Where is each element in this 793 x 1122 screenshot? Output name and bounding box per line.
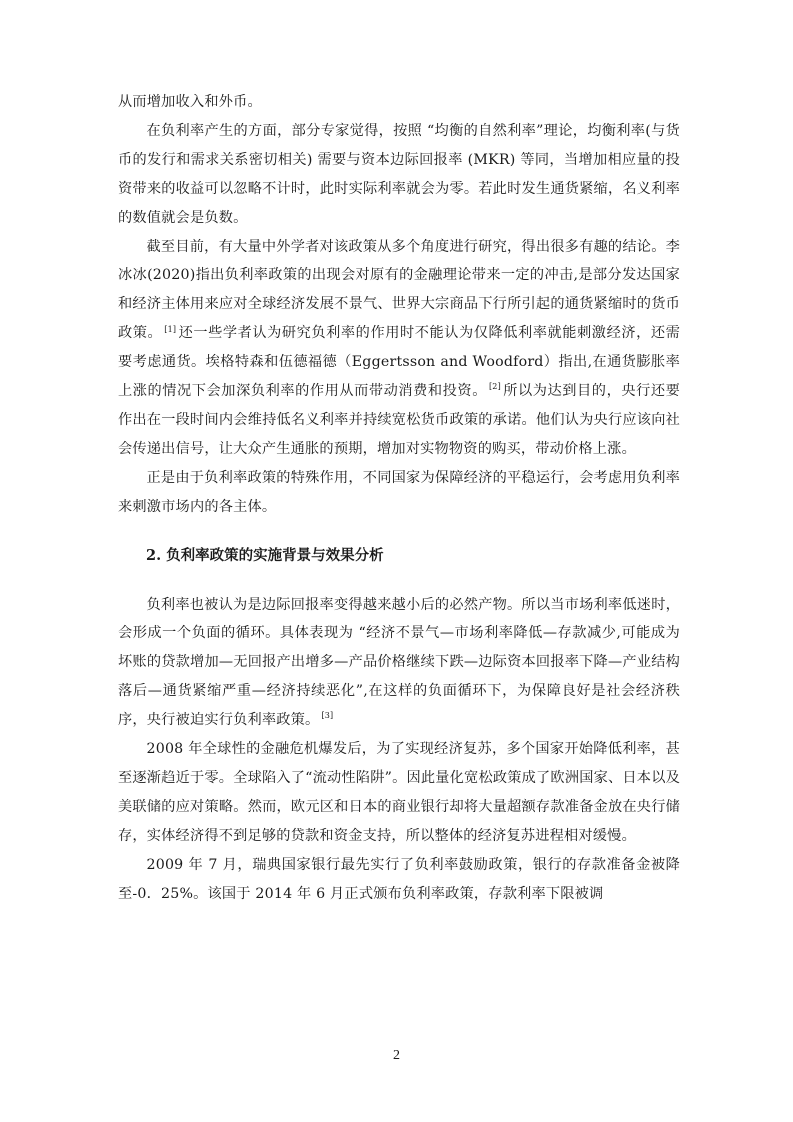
body-paragraph — [118, 851, 680, 909]
paragraph-text: 还一些学者认为研究负利率的作用时不能认为仅降低利率就能刺激经济，还需要考虑通货。埃格特森和伍德福德（Eggertsson and Woodford）指出,在通货膨胀率上涨的情况下会加深负利率的作用从而带动消费和投资。 — [118, 325, 680, 400]
body-paragraph — [118, 117, 680, 233]
paragraph-text: 从而增加收入和外币。 — [118, 94, 262, 110]
body-paragraph — [118, 591, 680, 736]
citation-ref: [2] — [488, 382, 501, 392]
body-paragraph — [118, 233, 680, 464]
citation-ref: [3] — [321, 711, 334, 721]
paragraph-text: 在负利率产生的方面，部分专家觉得，按照 “均衡的自然利率”理论，均衡利率(与货币的发行和需求关系密切相关) 需要与资本边际回报率 (MKR) 等同，当增加相应量的投资带来的收益可以忽略不计时，此时实际利率就会为零。若此时发生通货紧缩，名义利率的数值就会是负数。 — [118, 122, 680, 226]
citation-ref: [1] — [164, 324, 177, 334]
paragraph-text: 负利率也被认为是边际回报率变得越来越小后的必然产物。所以当市场利率低迷时，会形成一个负面的循环。具体表现为 “经济不景气—市场利率降低—存款减少,可能成为坏账的贷款增加—无回报产出增多—产品价格继续下跌—边际资本回报率下降—产业结构落后—通货紧缩严重—经济持续恶化”,在这样的负面循环下，为保障良好是社会经济秩序，央行被迫实行负利率政策。 — [118, 596, 680, 729]
body-paragraph — [118, 735, 680, 851]
document-body — [118, 88, 680, 908]
paragraph-text: 正是由于负利率政策的特殊作用，不同国家为保障经济的平稳运行，会考虑用负利率来刺激市场内的各主体。 — [118, 469, 680, 515]
paragraph-text: 2009 年 7 月，瑞典国家银行最先实行了负利率鼓励政策，银行的存款准备金被降至-0．25%。该国于 2014 年 6 月正式颁布负利率政策，存款利率下限被调 — [118, 856, 680, 902]
paragraphs-after-heading — [118, 591, 680, 909]
page-number: 2 — [393, 1048, 400, 1063]
paragraph-text: 截至目前，有大量中外学者对该政策从多个角度进行研究，得出很多有趣的结论。李冰冰(2020)指出负利率政策的出现会对原有的金融理论带来一定的冲击,是部分发达国家和经济主体用来应对全球经济发展不景气、世界大宗商品下行所引起的通货紧缩时的货币政策。 — [118, 238, 680, 342]
body-paragraph — [118, 88, 680, 117]
section-heading: 2. 负利率政策的实施背景与效果分析 — [146, 546, 384, 564]
paragraphs-before-heading — [118, 88, 680, 522]
body-paragraph — [118, 464, 680, 522]
paragraph-text: 2008 年全球性的金融危机爆发后，为了实现经济复苏，多个国家开始降低利率，甚至逐渐趋近于零。全球陷入了“流动性陷阱”。因此量化宽松政策成了欧洲国家、日本以及美联储的应对策略。然而，欧元区和日本的商业银行却将大量超额存款准备金放在央行储存，实体经济得不到足够的贷款和资金支持，所以整体的经济复苏进程相对缓慢。 — [118, 741, 680, 844]
paragraph-text: 所以为达到目的，央行还要作出在一段时间内会维持低名义利率并持续宽松货币政策的承诺。他们认为央行应该向社会传递出信号，让大众产生通胀的预期，增加对实物物资的购买，带动价格上涨。 — [118, 383, 680, 457]
